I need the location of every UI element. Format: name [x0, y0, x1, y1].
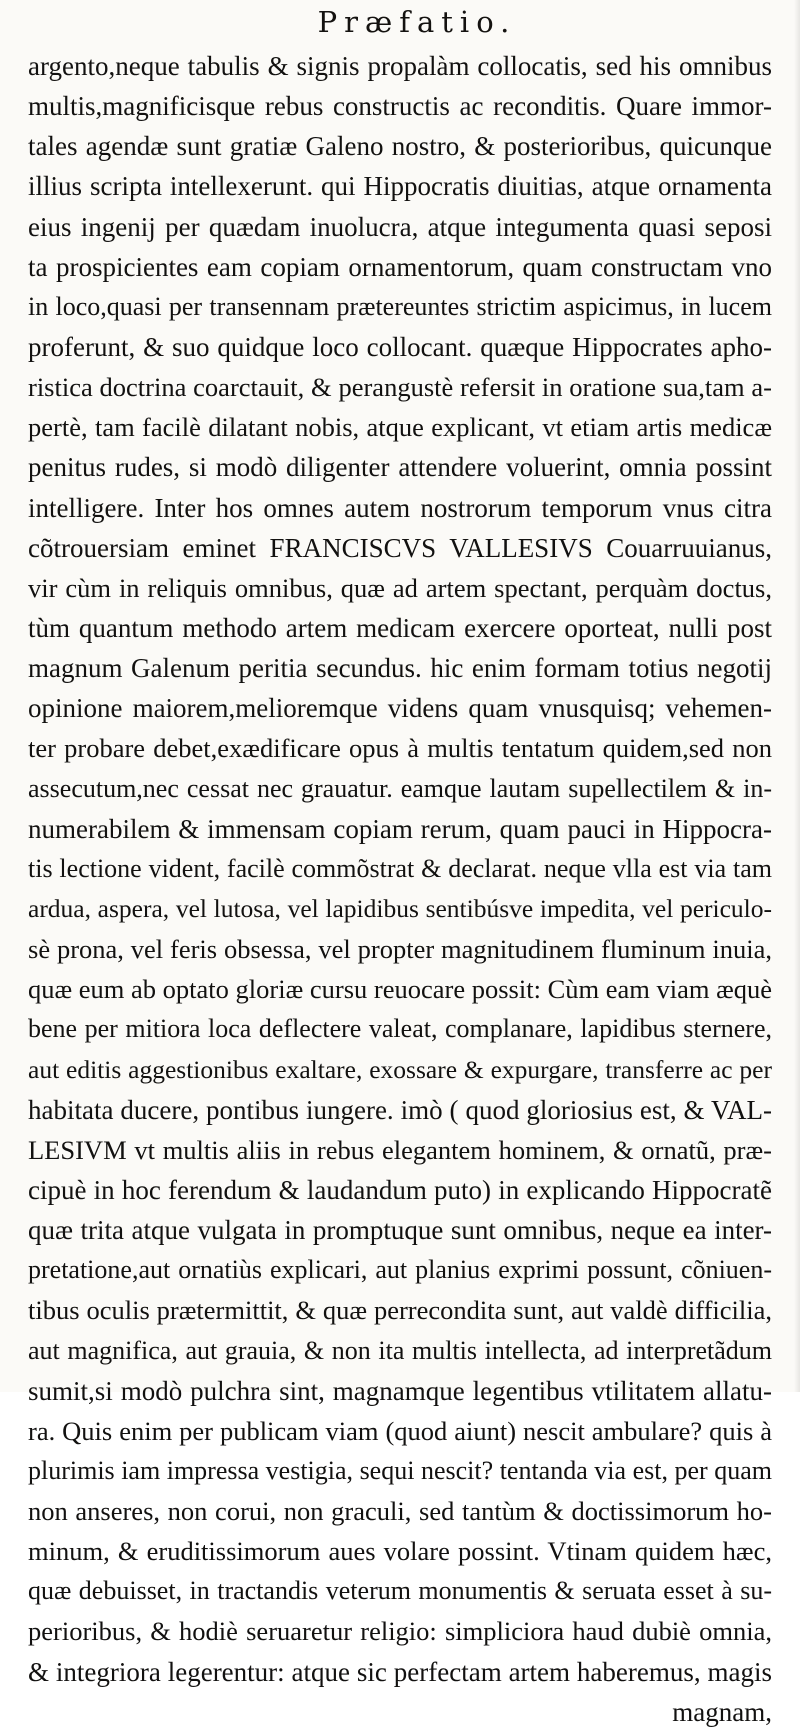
text-line: ta prospicientes eam copiam ornamentorum, quam constructam vno — [28, 251, 772, 282]
text-line: tales agendæ sunt gratiæ Galeno nostro, & posterioribus, quicunque — [28, 131, 772, 162]
running-head: Præfatio. — [317, 5, 517, 39]
text-line: eius ingenij per quædam inuolucra, atque integumenta quasi seposi — [28, 211, 772, 242]
text-line: LESIVM vt multis aliis in rebus elegantem hominem, & ornatũ, præ- — [28, 1134, 772, 1165]
text-line: tibus oculis prætermittit, & quæ perrecondita sunt, aut valdè difficilia, — [28, 1295, 772, 1326]
text-line: cõtrouersiam eminet FRANCISCVS VALLESIVS Couarruuianus, — [28, 532, 772, 563]
text-line: proferunt, & suo quidque loco collocant. quæque Hippocrates apho- — [28, 331, 772, 362]
text-line: non anseres, non corui, non graculi, sed tantùm & doctissimorum ho- — [28, 1496, 772, 1527]
text-line: aut editis aggestionibus exaltare, exossare & expurgare, transferre ac per — [28, 1054, 772, 1084]
text-line: aut magnifica, aut grauia, & non ita multis intellecta, ad interpretãdum — [28, 1335, 772, 1365]
text-line: habitata ducere, pontibus iungere. imò ( quod gloriosius est, & VAL- — [28, 1094, 772, 1125]
text-line: magnum Galenum peritia secundus. hic enim formam totius negotij — [28, 653, 772, 684]
text-line: tis lectione vident, facilè commõstrat & declarat. neque vlla est via tam — [28, 853, 772, 883]
text-line: opinione maiorem,melioremque videns quam vnusquisq; vehemen- — [28, 693, 772, 724]
text-line: vir cùm in reliquis omnibus, quæ ad artem spectant, perquàm doctus, — [28, 572, 772, 603]
text-line: intelligere. Inter hos omnes autem nostrorum temporum vnus citra — [28, 492, 772, 523]
text-line: plurimis iam impressa vestigia, sequi nescit? tentanda via est, per quam — [28, 1455, 772, 1485]
catchword: magnam, — [672, 1696, 772, 1727]
text-line: bene per mitiora loca deflectere valeat, complanare, lapidibus sternere, — [28, 1014, 772, 1044]
text-line: ra. Quis enim per publicam viam (quod aiunt) nescit ambulare? quis à — [28, 1415, 772, 1446]
text-line: & integriora legerentur: atque sic perfectam artem haberemus, magis — [28, 1656, 772, 1687]
text-line: in loco,quasi per transennam prætereuntes strictim aspicimus, in lucem — [28, 291, 772, 321]
body-text — [28, 46, 772, 1732]
text-line: cipuè in hoc ferendum & laudandum puto) in explicando Hippocratẽ — [28, 1174, 772, 1205]
text-line: ardua, aspera, vel lutosa, vel lapidibus sentibúsve impedita, vel periculo- — [28, 893, 772, 923]
text-line: ristica doctrina coarctauit, & perangustè refersit in oratione sua,tam a- — [28, 372, 772, 403]
text-line: argento,neque tabulis & signis propalàm collocatis, sed his omnibus — [28, 51, 772, 81]
text-line: pertè, tam facilè dilatant nobis, atque explicant, vt etiam artis medicæ — [28, 412, 772, 443]
text-line: numerabilem & immensam copiam rerum, quam pauci in Hippocra- — [28, 813, 772, 844]
text-line: tùm quantum methodo artem medicam exercere oporteat, nulli post — [28, 612, 772, 643]
text-line: sè prona, vel feris obsessa, vel propter magnitudinem fluminum inuia, — [28, 934, 772, 965]
text-line: multis,magnificisque rebus constructis ac reconditis. Quare immor- — [28, 91, 772, 122]
text-line: perioribus, & hodiè seruaretur religio: simpliciora haud dubiè omnia, — [28, 1616, 772, 1647]
page-edge-shadow — [794, 0, 800, 1392]
text-line: assecutum,nec cessat nec grauatur. eamque lautam supellectilem & in- — [28, 773, 772, 803]
text-line: sumit,si modò pulchra sint, magnamque legentibus vtilitatem allatu- — [28, 1375, 772, 1406]
text-line: quæ trita atque vulgata in promptuque sunt omnibus, neque ea inter- — [28, 1215, 772, 1246]
text-line: pretatione,aut ornatiùs explicari, aut planius exprimi possunt, cõniuen- — [28, 1255, 772, 1285]
text-line: minum, & eruditissimorum aues volare possint. Vtinam quidem hæc, — [28, 1536, 772, 1567]
text-line: quæ eum ab optato gloriæ cursu reuocare possit: Cùm eam viam æquè — [28, 974, 773, 1005]
text-line: penitus rudes, si modò diligenter attendere voluerint, omnia possint — [28, 452, 772, 483]
text-line: ter probare debet,exædificare opus à multis tentatum quidem,sed non — [28, 733, 772, 764]
text-line: quæ debuisset, in tractandis veterum monumentis & seruata esset à su- — [28, 1576, 772, 1606]
text-line: illius scripta intellexerunt. qui Hippocratis diuitias, atque ornamenta — [28, 171, 772, 202]
